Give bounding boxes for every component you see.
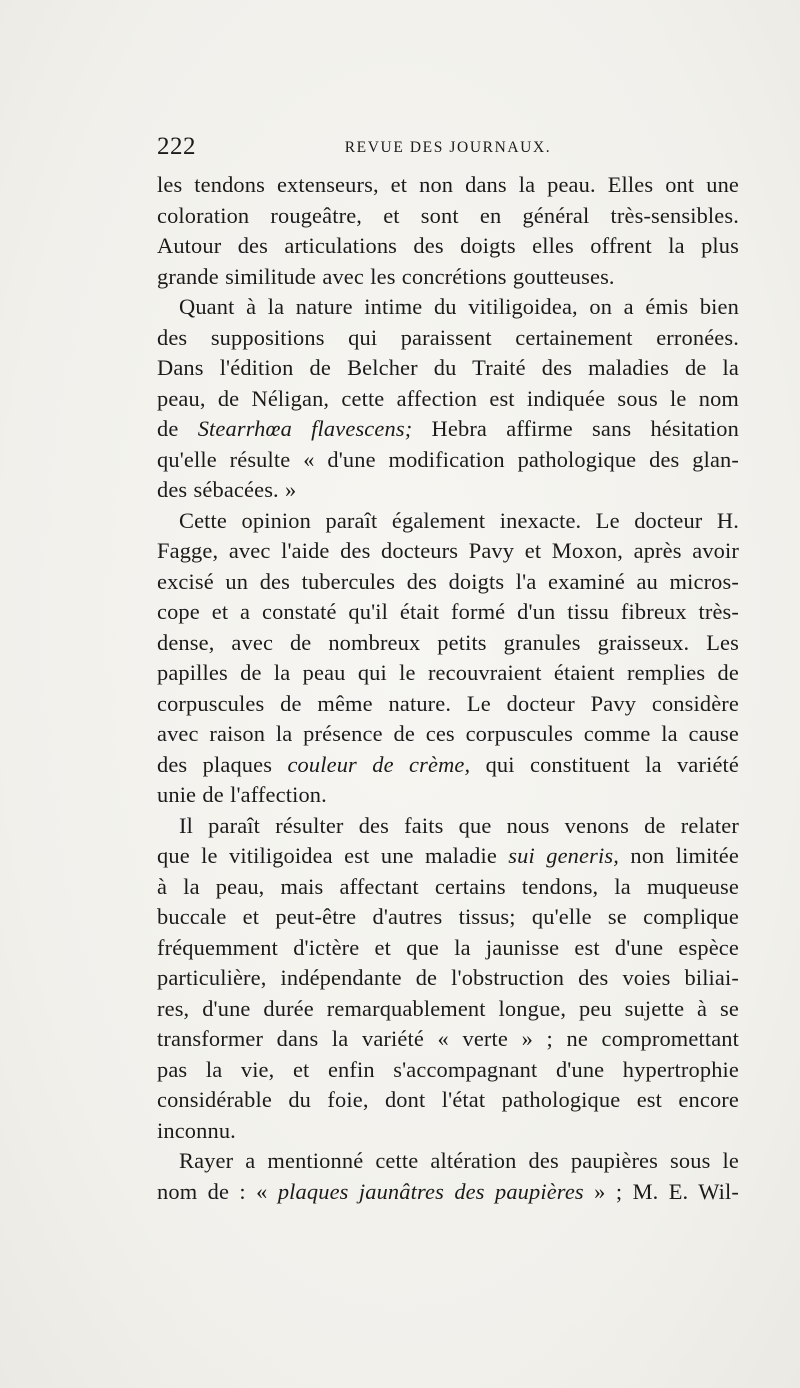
text-line xyxy=(157,1177,739,1208)
italic-term: couleur de crème, xyxy=(287,751,471,777)
text-line: coloration rougeâtre, et sont en général très-sensibles. xyxy=(157,202,739,228)
text-line: corpuscules de même nature. Le docteur Pavy considère xyxy=(157,690,739,716)
text-line: Fagge, avec l'aide des docteurs Pavy et Moxon, après avoir xyxy=(157,538,739,563)
paragraph-2 xyxy=(157,292,739,506)
running-head: REVUE DES JOURNAUX. xyxy=(344,139,552,156)
text-run: que le vitiligoidea est une maladie xyxy=(157,843,509,868)
text-line: considérable du foie, dont l'état pathologique est encore xyxy=(157,1087,739,1112)
italic-term: sui generis, xyxy=(508,843,619,868)
text-line: particulière, indépendante de l'obstruction des voies biliai- xyxy=(157,965,739,990)
text-line: qu'elle résulte « d'une modification pathologique des glan- xyxy=(157,446,739,472)
text-line: unie de l'affection. xyxy=(157,782,327,807)
text-line: des suppositions qui paraissent certainement erronées. xyxy=(157,324,739,350)
text-line: Il paraît résulter des faits que nous venons de relater xyxy=(179,812,739,838)
text-line: grande similitude avec les concrétions goutteuses. xyxy=(157,263,615,289)
page-header xyxy=(157,132,739,162)
text-line xyxy=(157,414,739,445)
text-line: fréquemment d'ictère et que la jaunisse est d'une espèce xyxy=(157,934,739,960)
text-line: avec raison la présence de ces corpuscules comme la cause xyxy=(157,721,739,746)
text-run: de xyxy=(157,416,198,441)
text-line: des sébacées. » xyxy=(157,477,297,502)
text-run: des plaques xyxy=(157,751,288,777)
body-text xyxy=(157,170,739,1207)
text-run: nom de : « xyxy=(157,1178,278,1204)
text-line: papilles de la peau qui le recouvraient étaient remplies de xyxy=(157,660,739,685)
text-line: transformer dans la variété « verte » ; ne compromettant xyxy=(157,1026,739,1051)
text-line: Cette opinion paraît également inexacte. Le docteur H. xyxy=(179,507,739,533)
text-run: qui constituent la variété xyxy=(470,751,740,777)
paragraph-5 xyxy=(157,1146,739,1207)
text-run: Hebra affirme sans hésitation xyxy=(412,416,739,441)
text-line: peau, de Néligan, cette affection est indiquée sous le nom xyxy=(157,385,739,411)
text-line: Autour des articulations des doigts elles offrent la plus xyxy=(157,233,739,258)
text-line: dense, avec de nombreux petits granules graisseux. Les xyxy=(157,629,739,655)
text-run: » ; M. E. Wil- xyxy=(583,1178,739,1204)
text-line: les tendons extenseurs, et non dans la peau. Elles ont une xyxy=(157,172,739,197)
text-line: cope et a constaté qu'il était formé d'un tissu fibreux très- xyxy=(157,599,739,624)
italic-term: plaques jaunâtres des paupières xyxy=(277,1178,584,1204)
paragraph-1 xyxy=(157,170,739,292)
paragraph-3 xyxy=(157,506,739,811)
text-line xyxy=(157,841,739,872)
text-line: Dans l'édition de Belcher du Traité des maladies de la xyxy=(157,355,739,380)
text-line: pas la vie, et enfin s'accompagnant d'une hypertrophie xyxy=(157,1056,739,1082)
text-line: buccale et peut-être d'autres tissus; qu'elle se complique xyxy=(157,904,739,929)
page-number: 222 xyxy=(157,133,196,160)
text-line: excisé un des tubercules des doigts l'a examiné au micros- xyxy=(157,568,739,594)
text-line: Quant à la nature intime du vitiligoidea, on a émis bien xyxy=(179,294,739,319)
text-line: à la peau, mais affectant certains tendons, la muqueuse xyxy=(157,873,739,899)
text-line xyxy=(157,750,739,781)
text-line: res, d'une durée remarquablement longue, peu sujette à se xyxy=(157,995,739,1021)
paragraph-4 xyxy=(157,811,739,1147)
text-line: inconnu. xyxy=(157,1117,236,1143)
italic-term: Stearrhœa flavescens; xyxy=(197,416,413,441)
text-line: Rayer a mentionné cette altération des paupières sous le xyxy=(179,1148,739,1173)
text-run: non limitée xyxy=(618,843,739,868)
